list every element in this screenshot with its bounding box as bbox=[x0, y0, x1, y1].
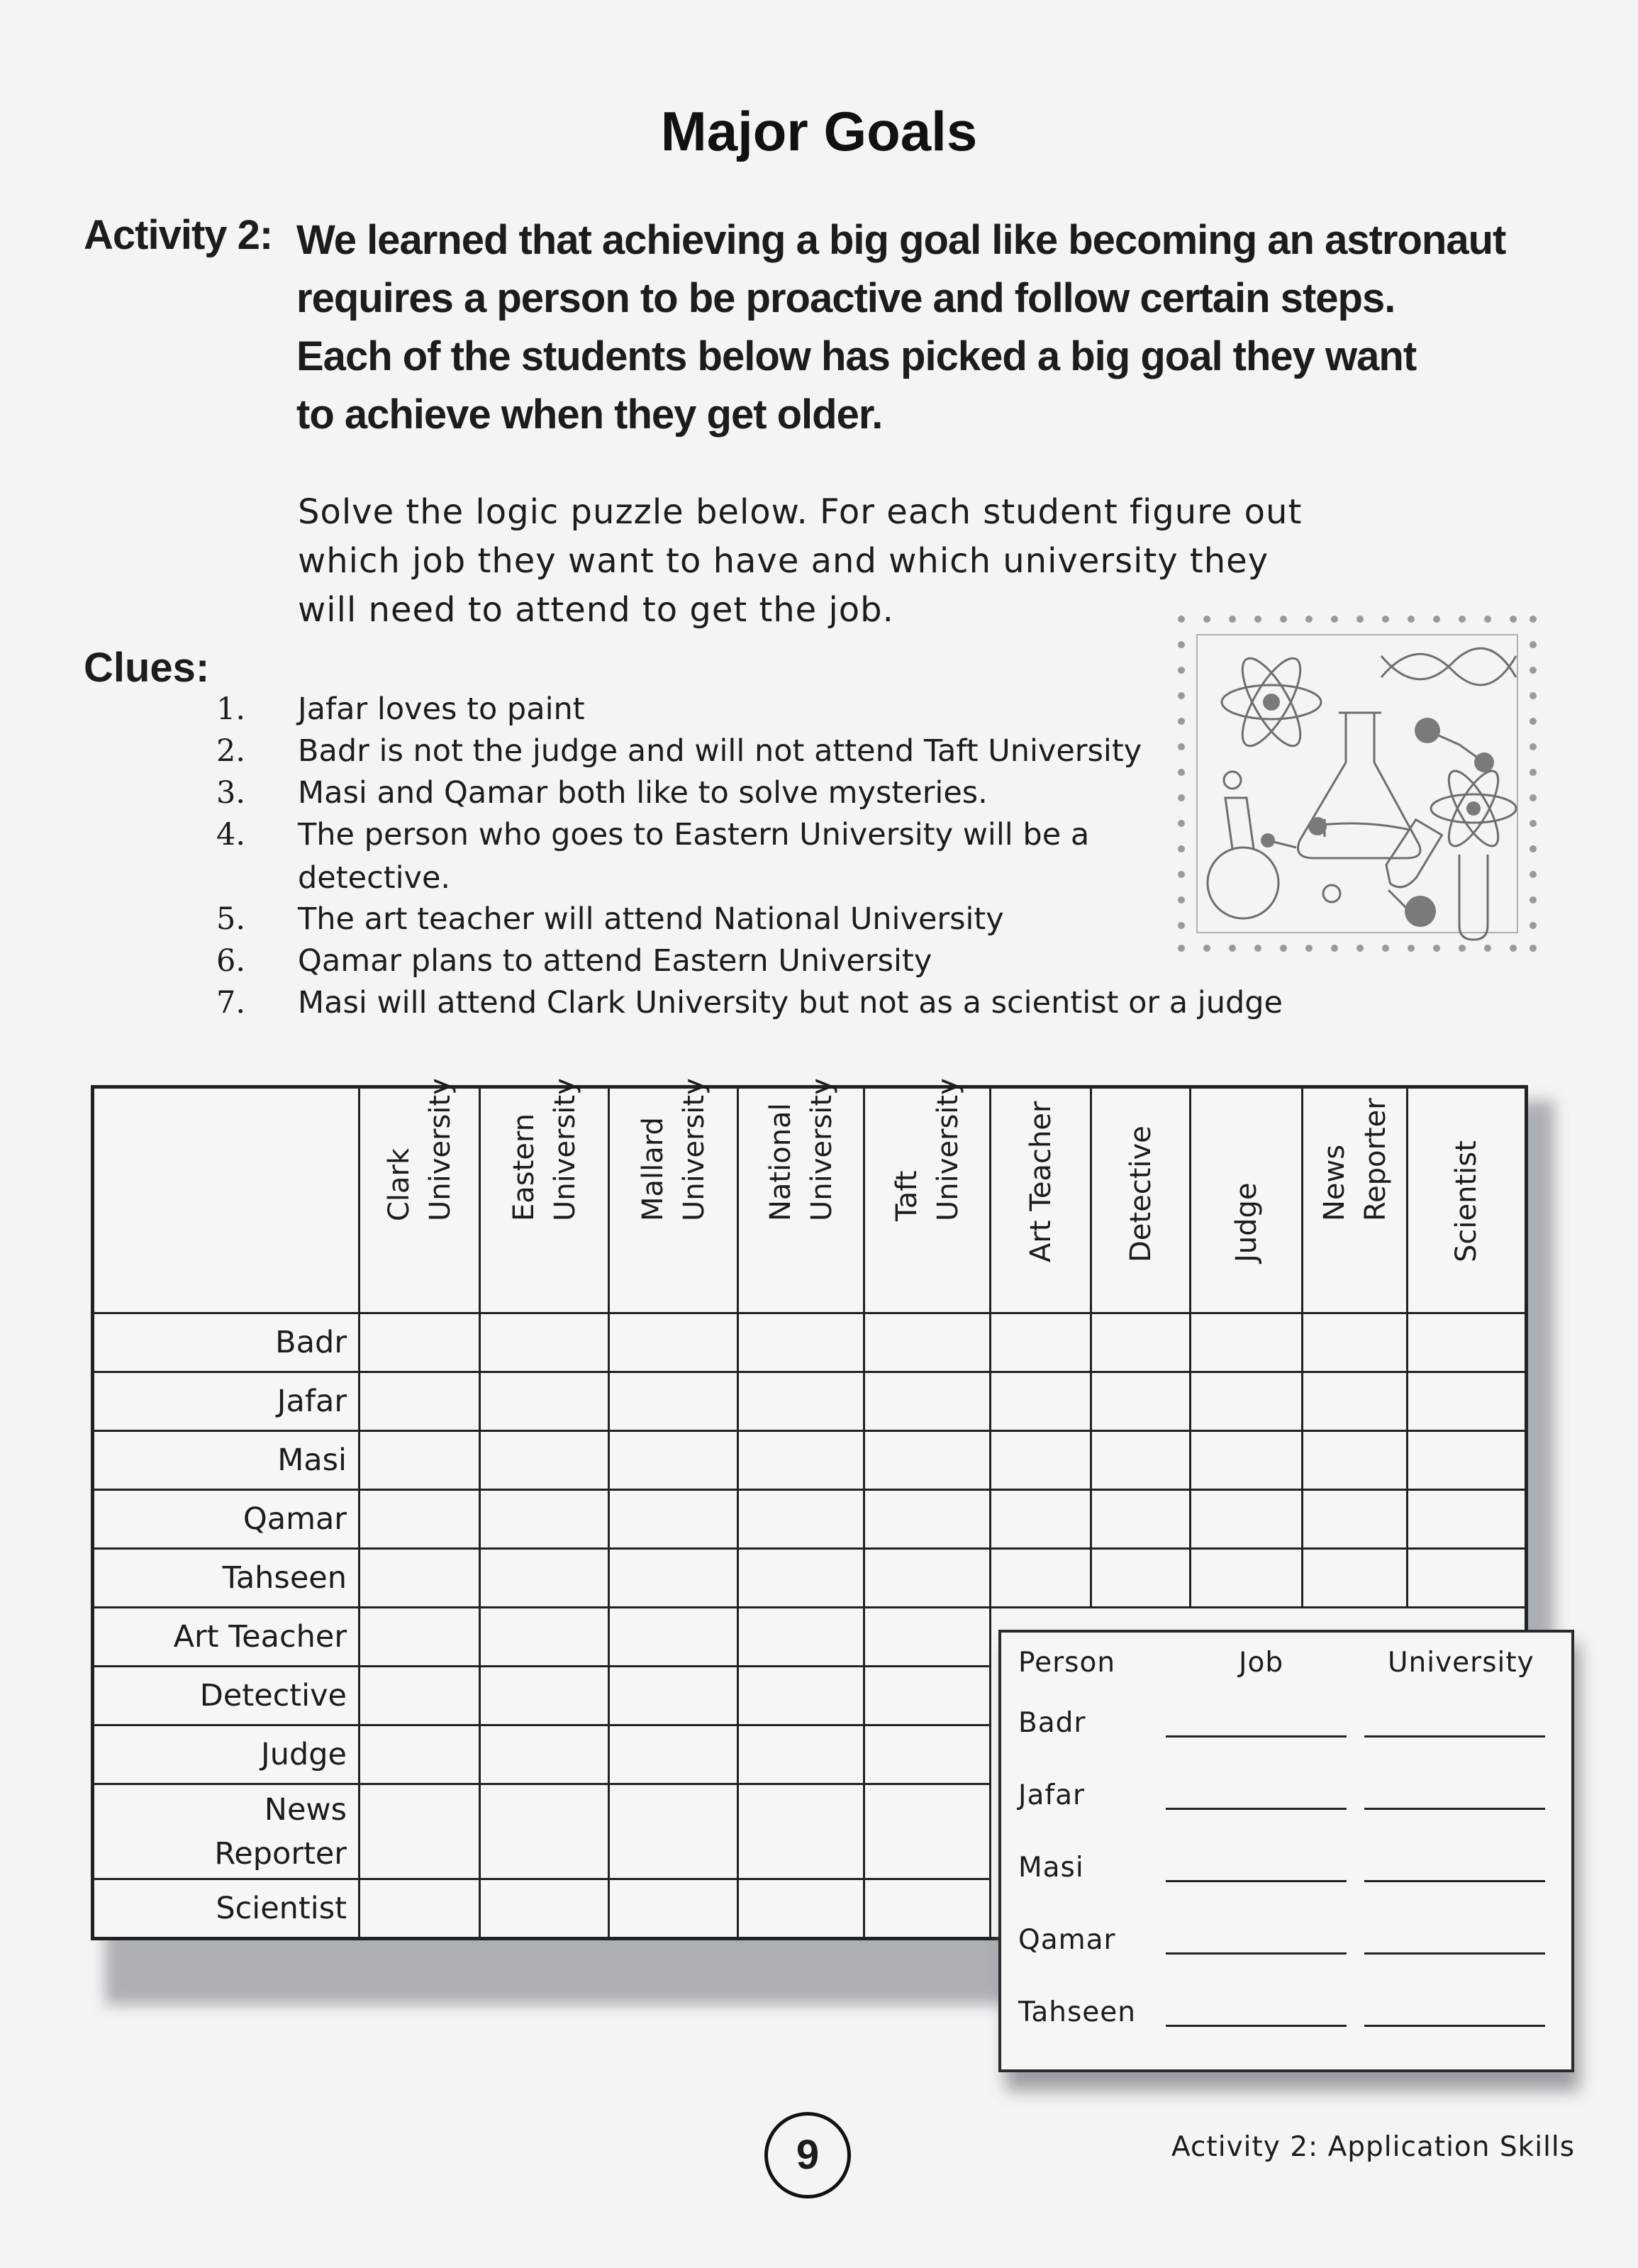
clue-text: Masi will attend Clark University but not as a scientist or a judge bbox=[298, 985, 1283, 1021]
grid-cell[interactable] bbox=[1191, 1313, 1303, 1372]
activity-label: Activity 2: bbox=[84, 212, 273, 258]
grid-cell[interactable] bbox=[360, 1667, 480, 1725]
job-answer-line[interactable] bbox=[1166, 1735, 1347, 1738]
clue-text: The art teacher will attend National University bbox=[298, 901, 1004, 937]
grid-cell[interactable] bbox=[480, 1372, 609, 1431]
grid-row bbox=[93, 1490, 1527, 1549]
column-header bbox=[991, 1087, 1091, 1313]
answer-person-name: Badr bbox=[1018, 1707, 1086, 1739]
clue-number: 6. bbox=[216, 943, 246, 979]
clue-number: 1. bbox=[216, 691, 246, 727]
column-header-label: Clark University bbox=[382, 1078, 457, 1221]
clue-text: Badr is not the judge and will not attend Taft University bbox=[298, 733, 1142, 769]
grid-cell[interactable] bbox=[864, 1879, 991, 1939]
university-answer-line[interactable] bbox=[1364, 1880, 1545, 1882]
grid-cell[interactable] bbox=[738, 1372, 864, 1431]
answer-person-name: Jafar bbox=[1018, 1779, 1086, 1811]
grid-cell[interactable] bbox=[1408, 1549, 1527, 1608]
grid-cell[interactable] bbox=[609, 1313, 738, 1372]
intro-line: to achieve when they get older. bbox=[296, 391, 883, 438]
university-answer-line[interactable] bbox=[1364, 1735, 1545, 1738]
grid-cell[interactable] bbox=[864, 1725, 991, 1784]
grid-cell[interactable] bbox=[864, 1431, 991, 1490]
clue-number: 3. bbox=[216, 775, 246, 811]
grid-cell[interactable] bbox=[609, 1431, 738, 1490]
intro-line: We learned that achieving a big goal like becoming an astronaut bbox=[296, 217, 1506, 263]
grid-cell[interactable] bbox=[480, 1549, 609, 1608]
page-number: 9 bbox=[764, 2112, 851, 2198]
grid-cell[interactable] bbox=[1303, 1549, 1408, 1608]
intro-line: requires a person to be proactive and follow certain steps. bbox=[296, 275, 1395, 321]
grid-cell[interactable] bbox=[991, 1372, 1091, 1431]
answer-header-person: Person bbox=[1018, 1647, 1116, 1679]
row-label: Qamar bbox=[93, 1490, 360, 1549]
grid-cell[interactable] bbox=[360, 1784, 480, 1879]
grid-cell[interactable] bbox=[1303, 1431, 1408, 1490]
grid-cell[interactable] bbox=[1303, 1313, 1408, 1372]
grid-row bbox=[93, 1431, 1527, 1490]
column-header-label: National University bbox=[764, 1078, 838, 1221]
clue-text: Qamar plans to attend Eastern University bbox=[298, 943, 932, 979]
grid-cell[interactable] bbox=[360, 1313, 480, 1372]
job-answer-line[interactable] bbox=[1166, 1808, 1347, 1810]
grid-cell[interactable] bbox=[991, 1431, 1091, 1490]
column-header-label: Judge bbox=[1230, 1182, 1263, 1262]
university-answer-line[interactable] bbox=[1364, 2025, 1545, 2027]
grid-cell[interactable] bbox=[360, 1608, 480, 1667]
row-label: Detective bbox=[93, 1667, 360, 1725]
grid-cell[interactable] bbox=[738, 1313, 864, 1372]
grid-cell[interactable] bbox=[609, 1784, 738, 1879]
column-header bbox=[738, 1078, 864, 1313]
grid-cell[interactable] bbox=[609, 1879, 738, 1939]
instruction-line: Solve the logic puzzle below. For each student figure out bbox=[298, 492, 1303, 532]
column-header-label: Scientist bbox=[1450, 1140, 1483, 1262]
row-label: Badr bbox=[93, 1313, 360, 1372]
grid-cell[interactable] bbox=[864, 1784, 991, 1879]
grid-cell[interactable] bbox=[1091, 1490, 1191, 1549]
grid-cell[interactable] bbox=[480, 1608, 609, 1667]
answer-person-name: Masi bbox=[1018, 1852, 1084, 1884]
activity-intro bbox=[296, 211, 1559, 444]
row-label: News Reporter bbox=[93, 1784, 360, 1879]
grid-cell[interactable] bbox=[480, 1490, 609, 1549]
grid-cell[interactable] bbox=[360, 1879, 480, 1939]
job-answer-line[interactable] bbox=[1166, 2025, 1347, 2027]
grid-cell[interactable] bbox=[738, 1431, 864, 1490]
grid-cell[interactable] bbox=[609, 1667, 738, 1725]
column-header-label: Art Teacher bbox=[1024, 1101, 1057, 1262]
grid-cell[interactable] bbox=[991, 1313, 1091, 1372]
grid-row bbox=[93, 1549, 1527, 1608]
grid-cell[interactable] bbox=[1091, 1313, 1191, 1372]
grid-cell[interactable] bbox=[991, 1490, 1091, 1549]
university-answer-line[interactable] bbox=[1364, 1808, 1545, 1810]
answer-header-university: University bbox=[1388, 1647, 1534, 1679]
grid-cell[interactable] bbox=[1408, 1372, 1527, 1431]
job-answer-line[interactable] bbox=[1166, 1952, 1347, 1955]
grid-cell[interactable] bbox=[360, 1490, 480, 1549]
grid-cell[interactable] bbox=[1091, 1549, 1191, 1608]
instruction-line: which job they want to have and which university they bbox=[298, 541, 1269, 581]
grid-row bbox=[93, 1372, 1527, 1431]
grid-cell[interactable] bbox=[738, 1549, 864, 1608]
instruction-line: will need to attend to get the job. bbox=[298, 590, 894, 630]
grid-corner-cell bbox=[93, 1087, 360, 1313]
clue-text: Masi and Qamar both like to solve mysteries. bbox=[298, 775, 988, 811]
answer-person-name: Tahseen bbox=[1018, 1996, 1137, 2028]
column-header bbox=[360, 1078, 480, 1313]
grid-cell[interactable] bbox=[1191, 1549, 1303, 1608]
page-title: Major Goals bbox=[660, 100, 978, 162]
university-answer-line[interactable] bbox=[1364, 1952, 1545, 1955]
column-header bbox=[864, 1078, 991, 1313]
row-label: Art Teacher bbox=[93, 1608, 360, 1667]
column-header bbox=[1303, 1087, 1408, 1313]
grid-cell[interactable] bbox=[609, 1549, 738, 1608]
grid-cell[interactable] bbox=[738, 1725, 864, 1784]
column-header-label: News Reporter bbox=[1317, 1098, 1392, 1221]
column-header-label: Detective bbox=[1124, 1125, 1157, 1262]
row-label: Jafar bbox=[93, 1372, 360, 1431]
column-header-label: Eastern University bbox=[507, 1078, 581, 1221]
grid-cell[interactable] bbox=[480, 1431, 609, 1490]
grid-cell[interactable] bbox=[480, 1725, 609, 1784]
grid-cell[interactable] bbox=[360, 1725, 480, 1784]
grid-cell[interactable] bbox=[864, 1667, 991, 1725]
row-label: Tahseen bbox=[93, 1549, 360, 1608]
column-header bbox=[1191, 1087, 1303, 1313]
row-label: Scientist bbox=[93, 1879, 360, 1939]
clue-text: The person who goes to Eastern University will be a bbox=[298, 817, 1090, 852]
grid-cell[interactable] bbox=[738, 1608, 864, 1667]
row-label: Judge bbox=[93, 1725, 360, 1784]
clue-number: 7. bbox=[216, 985, 246, 1021]
grid-cell[interactable] bbox=[1408, 1431, 1527, 1490]
grid-cell[interactable] bbox=[480, 1784, 609, 1879]
grid-cell[interactable] bbox=[738, 1784, 864, 1879]
grid-cell[interactable] bbox=[480, 1667, 609, 1725]
grid-cell[interactable] bbox=[360, 1549, 480, 1608]
grid-cell[interactable] bbox=[738, 1667, 864, 1725]
grid-cell[interactable] bbox=[864, 1608, 991, 1667]
clue-text: detective. bbox=[298, 860, 451, 896]
grid-cell[interactable] bbox=[609, 1372, 738, 1431]
job-answer-line[interactable] bbox=[1166, 1880, 1347, 1882]
puzzle-instructions bbox=[298, 488, 1404, 635]
grid-cell[interactable] bbox=[1303, 1490, 1408, 1549]
science-doodle-icon bbox=[1176, 613, 1539, 954]
grid-cell[interactable] bbox=[1191, 1372, 1303, 1431]
column-header bbox=[609, 1078, 738, 1313]
clue-number: 5. bbox=[216, 901, 246, 937]
clues-heading: Clues: bbox=[84, 645, 210, 691]
intro-line: Each of the students below has picked a big goal they want bbox=[296, 333, 1417, 379]
grid-cell[interactable] bbox=[738, 1490, 864, 1549]
clue-number: 4. bbox=[216, 817, 246, 852]
answer-header-job: Job bbox=[1239, 1647, 1284, 1679]
row-label: Masi bbox=[93, 1431, 360, 1490]
clue-text: Jafar loves to paint bbox=[298, 691, 585, 727]
grid-cell[interactable] bbox=[480, 1313, 609, 1372]
grid-cell[interactable] bbox=[1408, 1490, 1527, 1549]
grid-cell[interactable] bbox=[864, 1313, 991, 1372]
grid-cell[interactable] bbox=[1303, 1372, 1408, 1431]
grid-cell[interactable] bbox=[738, 1879, 864, 1939]
column-header-label: Mallard University bbox=[636, 1078, 711, 1221]
grid-row bbox=[93, 1313, 1527, 1372]
grid-cell[interactable] bbox=[609, 1725, 738, 1784]
grid-cell[interactable] bbox=[1191, 1490, 1303, 1549]
column-header bbox=[480, 1078, 609, 1313]
grid-cell[interactable] bbox=[864, 1490, 991, 1549]
column-header bbox=[1408, 1087, 1527, 1313]
footer-caption: Activity 2: Application Skills bbox=[1171, 2131, 1576, 2163]
grid-cell[interactable] bbox=[864, 1372, 991, 1431]
grid-cell[interactable] bbox=[864, 1549, 991, 1608]
grid-cell[interactable] bbox=[609, 1490, 738, 1549]
column-header bbox=[1091, 1087, 1191, 1313]
grid-cell[interactable] bbox=[1091, 1431, 1191, 1490]
grid-cell[interactable] bbox=[1408, 1313, 1527, 1372]
grid-cell[interactable] bbox=[1191, 1431, 1303, 1490]
column-header-label: Taft University bbox=[890, 1078, 964, 1221]
grid-cell[interactable] bbox=[360, 1431, 480, 1490]
answer-box bbox=[998, 1630, 1574, 2072]
grid-cell[interactable] bbox=[360, 1372, 480, 1431]
grid-cell[interactable] bbox=[480, 1879, 609, 1939]
grid-cell[interactable] bbox=[1091, 1372, 1191, 1431]
clue-number: 2. bbox=[216, 733, 246, 769]
answer-person-name: Qamar bbox=[1018, 1924, 1116, 1956]
grid-cell[interactable] bbox=[609, 1608, 738, 1667]
grid-cell[interactable] bbox=[991, 1549, 1091, 1608]
